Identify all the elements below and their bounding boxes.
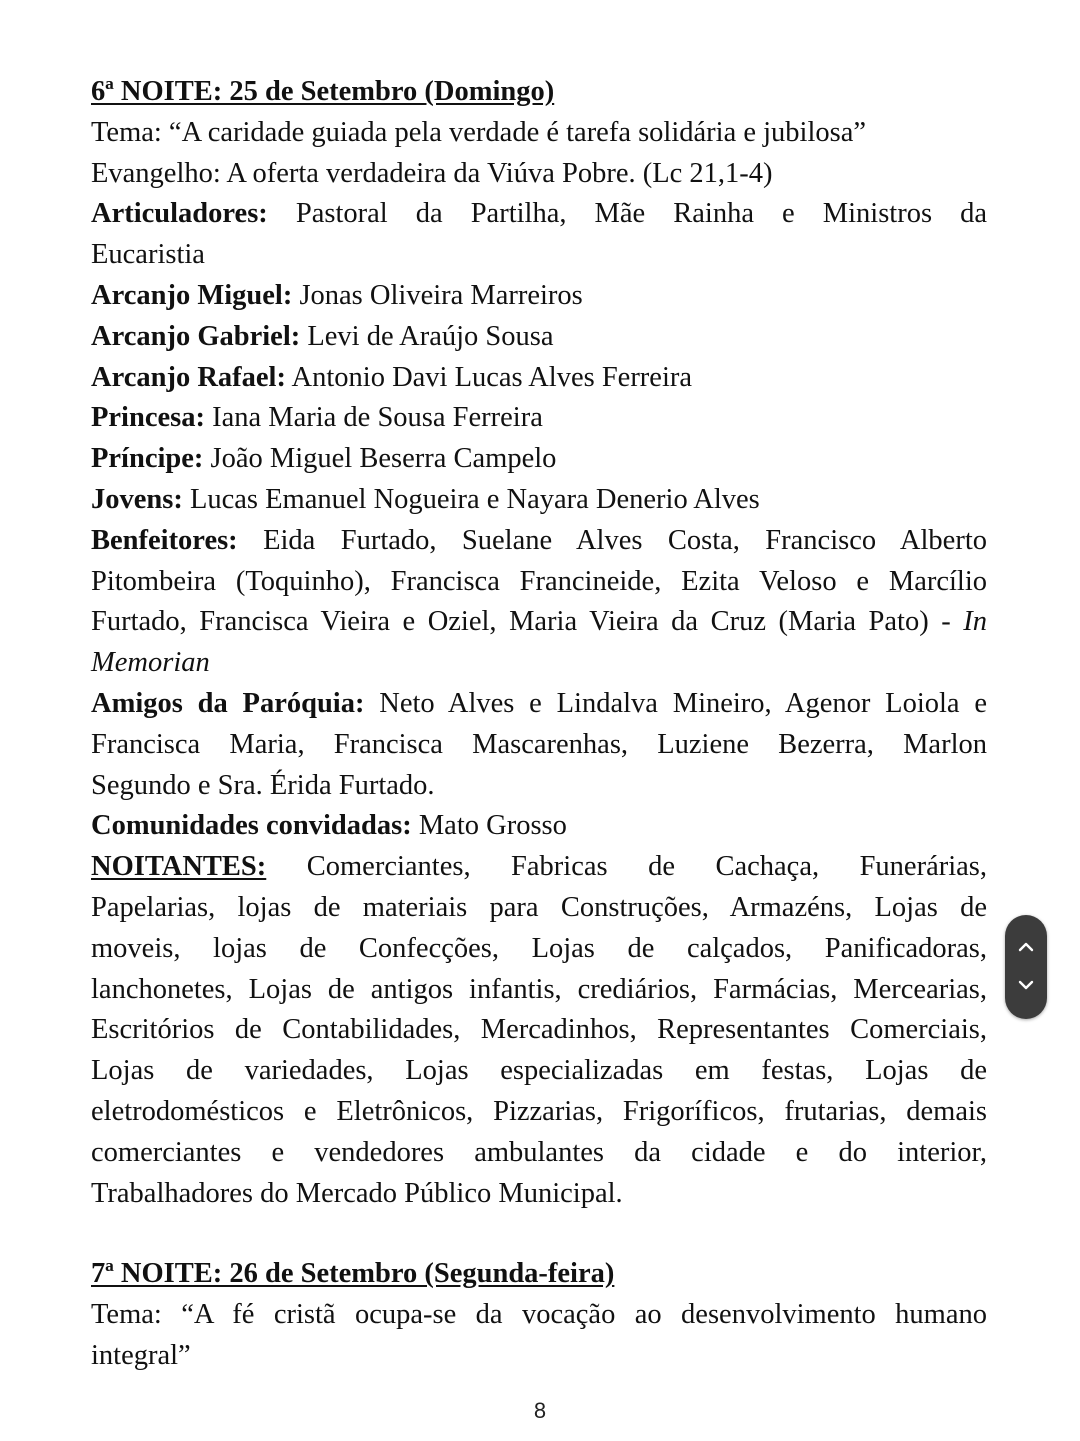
noitantes-line-4: lanchonetes, Lojas de antigos infantis, crediários, Farmácias, Mercearias, (91, 973, 987, 1005)
amigos-line-3: Segundo e Sra. Érida Furtado. (91, 769, 435, 801)
amigos-line-1 (91, 684, 987, 725)
benfeitores-line-3 (91, 602, 987, 643)
benfeitores-line-2: Pitombeira (Toquinho), Francisca Francineide, Ezita Veloso e Marcílio (91, 565, 987, 597)
arcanjo-gabriel-value: Levi de Araújo Sousa (307, 320, 554, 352)
benfeitores-label: Benfeitores: (91, 524, 238, 556)
benfeitores-line-4 (91, 643, 987, 684)
arcanjo-rafael-value: Antonio Davi Lucas Alves Ferreira (291, 361, 693, 393)
princesa-line (91, 398, 987, 439)
arcanjo-miguel-value: Jonas Oliveira Marreiros (299, 279, 583, 311)
principe-label: Príncipe: (91, 443, 204, 475)
comunidades-value: Mato Grosso (418, 810, 567, 842)
noitantes-label: NOITANTES: (91, 851, 267, 883)
noitantes-line-7: eletrodomésticos e Eletrônicos, Pizzarias, Frigoríficos, frutarias, demais (91, 1095, 987, 1127)
benfeitores-value-3: Furtado, Francisca Vieira e Oziel, Maria Vieira da Cruz (Maria Pato) - (91, 606, 951, 638)
noitantes-value-1: Comerciantes, Fabricas de Cachaça, Funerárias, (306, 851, 987, 883)
section-spacer (91, 1214, 987, 1254)
night7-tema-line-2: integral” (91, 1339, 191, 1371)
arcanjo-miguel-line (91, 276, 987, 317)
jovens-value: Lucas Emanuel Nogueira e Nayara Denerio Alves (189, 483, 760, 515)
principe-value: João Miguel Beserra Campelo (210, 443, 557, 475)
principe-line (91, 439, 987, 480)
princesa-value: Iana Maria de Sousa Ferreira (212, 402, 543, 434)
amigos-value-1: Neto Alves e Lindalva Mineiro, Agenor Loiola e (379, 687, 988, 719)
amigos-label: Amigos da Paróquia: (91, 687, 365, 719)
amigos-line-2: Francisca Maria, Francisca Mascarenhas, Luziene Bezerra, Marlon (91, 728, 987, 760)
princesa-label: Princesa: (91, 402, 205, 434)
comunidades-line (91, 806, 987, 847)
arcanjo-rafael-label: Arcanjo Rafael: (91, 361, 286, 393)
night7-tema-line-1: Tema: “A fé cristã ocupa-se da vocação ao desenvolvimento humano (91, 1299, 987, 1331)
night6-heading: 6ª NOITE: 25 de Setembro (Domingo) (91, 76, 555, 107)
chevron-up-icon (1016, 940, 1036, 954)
night6-tema: Tema: “A caridade guiada pela verdade é tarefa solidária e jubilosa” (91, 116, 867, 148)
comunidades-label: Comunidades convidadas: (91, 810, 412, 842)
noitantes-line-1 (91, 847, 987, 888)
noitantes-line-3: moveis, lojas de Confecções, Lojas de calçados, Panificadoras, (91, 932, 987, 964)
jovens-label: Jovens: (91, 483, 183, 515)
articuladores-line (91, 194, 987, 235)
arcanjo-rafael-line (91, 358, 987, 399)
jovens-line (91, 480, 987, 521)
in-memorian-start: In (963, 606, 988, 638)
noitantes-line-6: Lojas de variedades, Lojas especializadas em festas, Lojas de (91, 1055, 987, 1087)
articuladores-value: Pastoral da Partilha, Mãe Rainha e Ministros da (295, 198, 987, 230)
night6-evangelho: Evangelho: A oferta verdadeira da Viúva Pobre. (Lc 21,1-4) (91, 157, 773, 189)
noitantes-line-2: Papelarias, lojas de materiais para Construções, Armazéns, Lojas de (91, 891, 987, 923)
articuladores-label: Articuladores: (91, 198, 268, 230)
page-scroll-control (1005, 915, 1047, 1019)
previous-page-button[interactable] (1005, 927, 1047, 967)
arcanjo-miguel-label: Arcanjo Miguel: (91, 279, 293, 311)
night7-heading: 7ª NOITE: 26 de Setembro (Segunda-feira) (91, 1258, 615, 1290)
noitantes-line-9: Trabalhadores do Mercado Público Municipal. (91, 1177, 623, 1209)
arcanjo-gabriel-label: Arcanjo Gabriel: (91, 320, 301, 352)
arcanjo-gabriel-line (91, 317, 987, 358)
noitantes-line-5: Escritórios de Contabilidades, Mercadinhos, Representantes Comerciais, (91, 1014, 987, 1046)
benfeitores-value-1: Eida Furtado, Suelane Alves Costa, Francisco Alberto (263, 524, 987, 556)
chevron-down-icon (1016, 978, 1036, 992)
noitantes-line-8: comerciantes e vendedores ambulantes da cidade e do interior, (91, 1136, 987, 1168)
in-memorian-end: Memorian (91, 647, 210, 679)
next-page-button[interactable] (1005, 965, 1047, 1005)
document-page (91, 72, 987, 1377)
page-number: 8 (533, 1398, 547, 1423)
benfeitores-line-1 (91, 521, 987, 562)
articuladores-continuation: Eucaristia (91, 239, 205, 271)
